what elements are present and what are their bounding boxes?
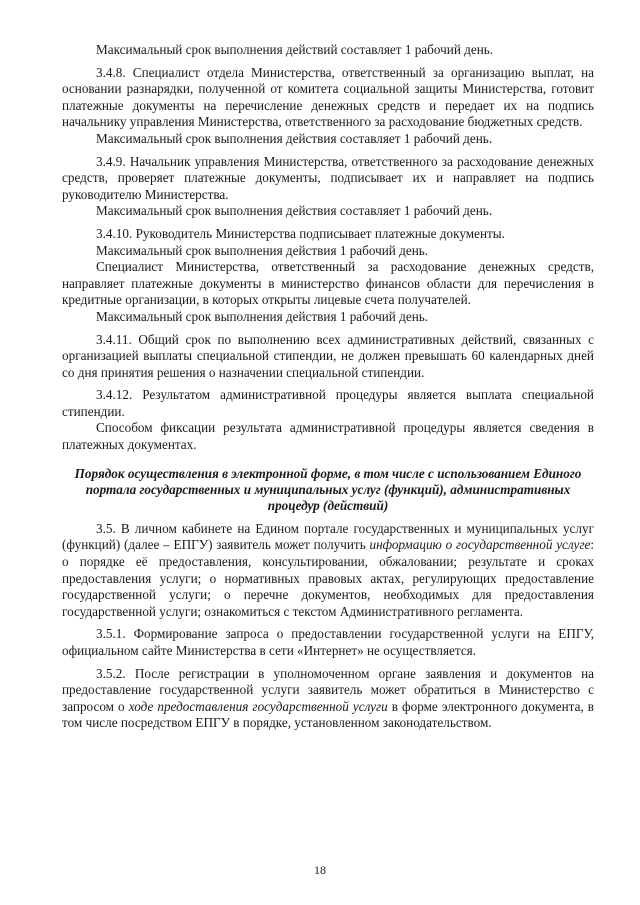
paragraph-p11: 3.4.12. Результатом административной процедуры является выплата специальной стипендии. bbox=[62, 387, 594, 419]
paragraph-p5: Максимальный срок выполнения действия составляет 1 рабочий день. bbox=[96, 203, 493, 219]
paragraph-3-5-2-italic: ходе предоставления государственной услуги bbox=[128, 698, 388, 714]
paragraph-3-5-text-end: : о порядке её предоставления, консультировании, обжаловании; результате и сроках предоставления услуги; о нормативных правовых актах, регулирующих предоставление государственной услуги; о перечне документов, необходимых для предоставления государственной услуги; ознакомиться с текстом Административного регламента. bbox=[62, 537, 594, 619]
paragraph-p10: 3.4.11. Общий срок по выполнению всех административных действий, связанных с организацией выплаты специальной стипендии, не должен превышать 60 календарных дней со дня принятия решения о назначении специальной стипендии. bbox=[62, 331, 594, 380]
paragraph-p12: Способом фиксации результата административной процедуры является сведения в платежных документах. bbox=[62, 420, 594, 453]
paragraph-3-5-2-text-end: в форме электронного документа, в том числе посредством ЕПГУ в порядке, установленном законодательством. bbox=[62, 698, 594, 731]
paragraph-p4: 3.4.9. Начальник управления Министерства, ответственного за расходование денежных средств, проверяет платежные документы, подписывает их и направляет на подпись руководителю Министерства. bbox=[62, 153, 594, 202]
paragraph-p2: 3.4.8. Специалист отдела Министерства, ответственный за организацию выплат, на основании разнарядки, полученной от комитета социальной защиты Министерства, готовит платежные документы на перечисление денежных средств и передает их на подпись начальнику управления Министерства, ответственного за расходование бюджетных средств. bbox=[62, 64, 594, 130]
paragraph-p6: 3.4.10. Руководитель Министерства подписывает платежные документы. bbox=[96, 225, 505, 241]
paragraph-3-5-italic: информацию о государственной услуге bbox=[369, 537, 591, 553]
paragraph-p7: Максимальный срок выполнения действия 1 рабочий день. bbox=[96, 242, 429, 258]
paragraph-3-5 bbox=[62, 521, 594, 621]
paragraph-p1: Максимальный срок выполнения действий составляет 1 рабочий день. bbox=[96, 42, 494, 57]
paragraph-3-5-text: 3.5. В личном кабинете на Едином портале государственных и муниципальных услуг (функций) (далее – ЕПГУ) заявитель может получить bbox=[62, 520, 594, 553]
paragraph-3-5-2-text: 3.5.2. После регистрации в уполномоченном органе заявления и документов на предоставление государственной услуги заявитель может обратиться в Министерство с запросом о bbox=[62, 665, 594, 714]
page-number: 18 bbox=[314, 863, 326, 877]
paragraph-3-5-2 bbox=[62, 666, 594, 732]
paragraph-3-5-1: 3.5.1. Формирование запроса о предоставлении государственной услуги на ЕПГУ, официальном сайте Министерства в сети «Интернет» не осуществляется. bbox=[62, 626, 594, 659]
paragraph-p9: Максимальный срок выполнения действия 1 рабочий день. bbox=[96, 308, 429, 324]
paragraph-p8: Специалист Министерства, ответственный за расходование денежных средств, направляет платежные документы в министерство финансов области для перечисления в кредитные организации, в которых открыты лицевые счета получателей. bbox=[62, 259, 594, 308]
body-text-top bbox=[62, 42, 594, 454]
paragraph-p3: Максимальный срок выполнения действия составляет 1 рабочий день. bbox=[96, 130, 493, 146]
section-heading: Порядок осуществления в электронной форме, в том числе с использованием Единого портала государственных и муниципальных услуг (функций), административных процедур (действий) bbox=[74, 465, 582, 514]
